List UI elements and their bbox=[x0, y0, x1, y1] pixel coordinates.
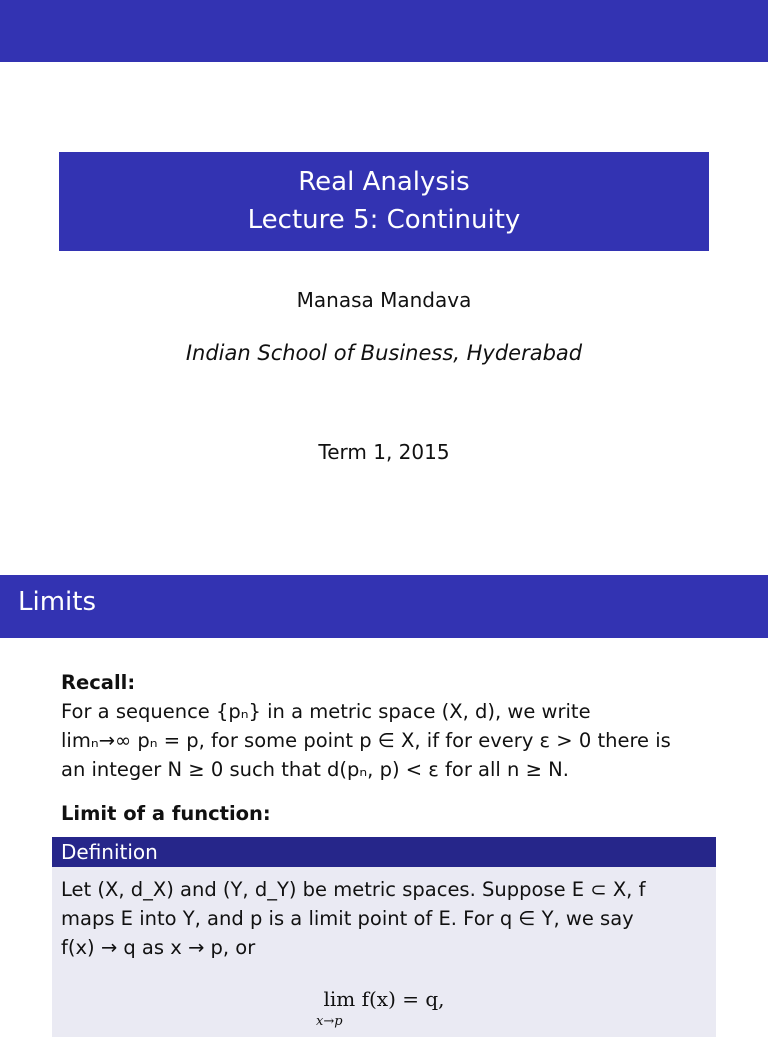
title-line-2: Lecture 5: Continuity bbox=[247, 205, 521, 235]
recall-line-1: For a sequence {pₙ} in a metric space (X, d), we write bbox=[61, 700, 591, 723]
recall-line-2: limₙ→∞ pₙ = p, for some point p ∈ X, if for every ε > 0 there is bbox=[61, 729, 671, 752]
date: Term 1, 2015 bbox=[318, 440, 450, 464]
institute: Indian School of Business, Hyderabad bbox=[185, 341, 583, 365]
title-box bbox=[59, 152, 709, 251]
section-title: Limits bbox=[18, 587, 96, 617]
display-equation: lim f(x) = q, bbox=[323, 987, 445, 1011]
limit-heading: Limit of a function: bbox=[61, 802, 271, 825]
recall-heading: Recall: bbox=[61, 671, 136, 694]
title-line-1: Real Analysis bbox=[298, 167, 470, 197]
definition-header: Definition bbox=[52, 837, 716, 867]
section-bar bbox=[0, 575, 768, 638]
definition-body bbox=[52, 867, 716, 1037]
definition-line-3: f(x) → q as x → p, or bbox=[61, 936, 256, 959]
definition-line-2: maps E into Y, and p is a limit point of E. For q ∈ Y, we say bbox=[61, 907, 634, 930]
top-bar bbox=[0, 0, 768, 62]
author: Manasa Mandava bbox=[296, 288, 472, 312]
recall-block bbox=[61, 668, 741, 784]
recall-line-3: an integer N ≥ 0 such that d(pₙ, p) < ε for all n ≥ N. bbox=[61, 758, 569, 781]
definition-line-1: Let (X, d_X) and (Y, d_Y) be metric spaces. Suppose E ⊂ X, f bbox=[61, 878, 646, 901]
display-subscript: x→p bbox=[316, 1014, 343, 1029]
